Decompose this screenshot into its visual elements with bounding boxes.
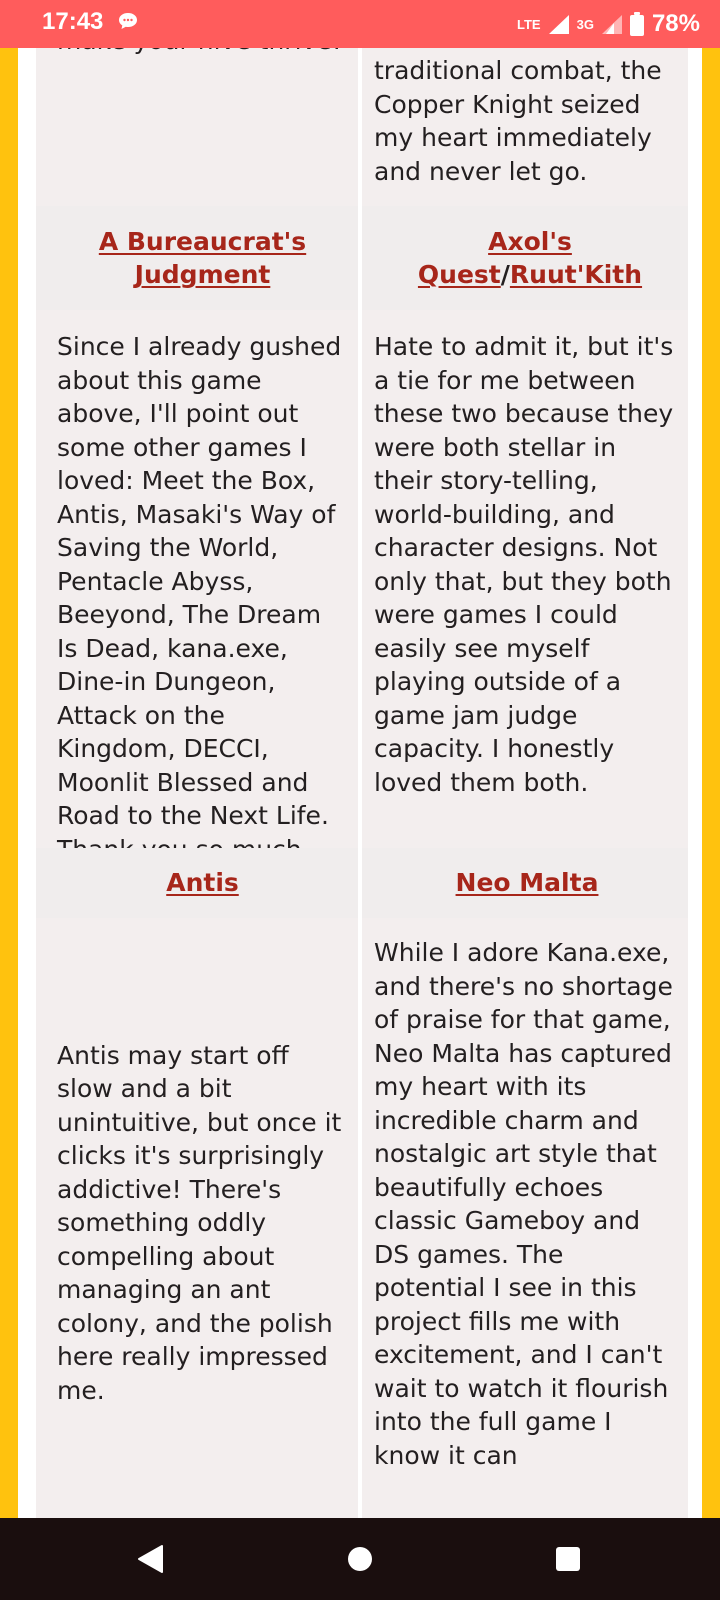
cell-text: traditional combat, the Copper Knight seized my heart immediately and never let go. [374, 56, 662, 186]
game-link-axols-quest[interactable]: Axol's Quest [417, 226, 572, 289]
recents-square-icon [555, 1546, 581, 1572]
home-circle-icon [347, 1546, 373, 1572]
signal-icon [547, 13, 571, 35]
cell-text: Hate to admit it, but it's a tie for me between these two because they were both stellar in their story-telling, world-building, and character designs. Not only that, but they both were games I could easily see myself playing outside of a game jam judge capacity. I honestly loved them both. [374, 332, 674, 797]
webpage-content [18, 48, 702, 1518]
status-time: 17:43 [42, 8, 104, 35]
cell-text: While I adore Kana.exe, and there's no shortage of praise for that game, Neo Malta has captured my heart with its incredible charm and nostalgic art style that beautifully echoes classic Gameboy and DS games. The potential I see in this project fills me with excitement, and I can't wait to watch it flourish into the full game I know it can [374, 938, 673, 1470]
table-cell [36, 918, 358, 1528]
game-link-ruutkith[interactable]: Ruut'Kith [509, 260, 643, 289]
game-link-neo-malta[interactable]: Neo Malta [455, 868, 599, 898]
game-link-antis[interactable]: Antis [166, 868, 239, 898]
signal-icon [600, 13, 624, 35]
chat-bubble-icon [118, 12, 138, 30]
table-header-cell [36, 206, 358, 310]
status-battery-percent: 78% [651, 10, 700, 37]
navigation-bar [0, 1518, 720, 1600]
status-3g: 3G [576, 16, 594, 32]
table-cell [36, 24, 358, 206]
game-link-a-bureaucrats-judgment[interactable]: A Bureaucrat's Judgment [98, 226, 307, 289]
status-bar [0, 0, 720, 48]
recents-button[interactable] [508, 1518, 628, 1600]
table-cell [362, 24, 688, 206]
back-triangle-icon [136, 1544, 164, 1574]
battery-icon [630, 12, 644, 36]
table-cell [362, 918, 688, 1528]
back-button[interactable] [90, 1518, 210, 1600]
status-right-group [517, 10, 700, 38]
table-header-cell [362, 848, 688, 918]
status-lte: LTE [517, 16, 541, 32]
table-header-cell [362, 206, 688, 310]
table-cell [36, 310, 358, 848]
cell-text: Since I already gushed about this game above, I'll point out some other games I loved: Meet the Box, Antis, Masaki's Way of Saving the World, Pentacle Abyss, Beeyond, The Dream Is Dead, kana.exe, Dine-in Dungeon, Attack on the Kingdom, DECCI, Moonlit Blessed and Road to the Next Life. [57, 332, 342, 830]
home-button[interactable] [300, 1518, 420, 1600]
title-separator: / [500, 260, 510, 289]
cell-text: Antis may start off slow and a bit unintuitive, but once it clicks it's surprisingly addictive! There's something oddly compelling about managing an ant colony, and the polish here really impressed me. [57, 1040, 342, 1405]
table-header-cell [36, 848, 358, 918]
table-cell [362, 310, 688, 848]
